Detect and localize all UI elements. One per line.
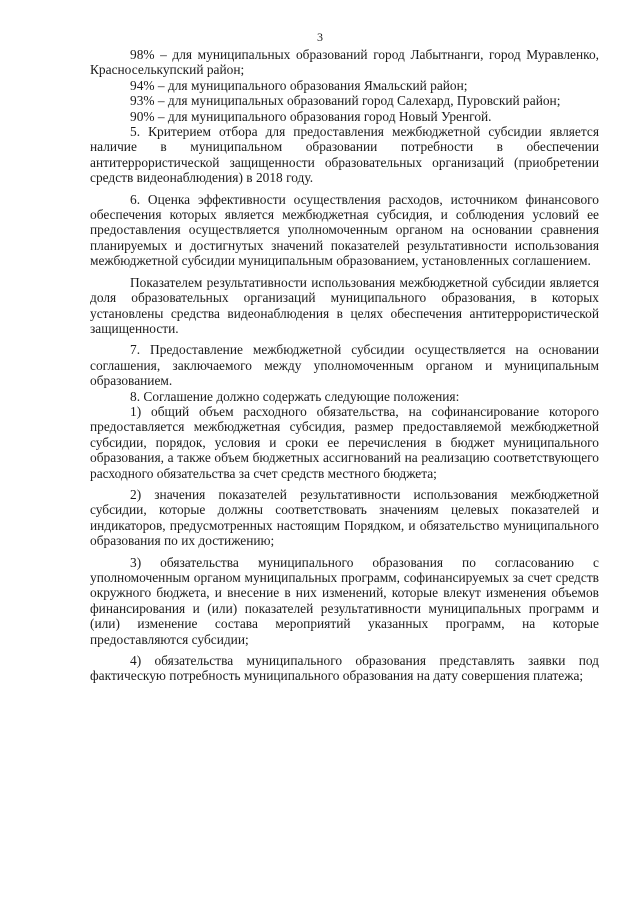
paragraph-indicator: Показателем результативности использования межбюджетной субсидии является доля образовательных организаций муниципального образования, в которых установлены средства видеонаблюдения в целях обеспечения антитеррористической защищенности. [90,274,599,336]
paragraph-subitem-2: 2) значения показателей результативности использования межбюджетной субсидии, которые должны соответствовать значениям целевых показателей и индикаторов, предусмотренных настоящим Порядком, и обязательство муниципального образования по их достижению; [90,486,599,549]
paragraph-94-percent: 94% – для муниципального образования Ямальский район; [130,77,468,93]
paragraph-subitem-3: 3) обязательства муниципального образования по согласованию с уполномоченным органом муниципальных программ, софинансируемых за счет средств окружного бюджета, и внесение в них изменений, которые влекут изменения объемов финансирования и (или) показателей результативности муниципальных программ и (или) изменение состава мероприятий указанных программ, на которые предоставляются субсидии; [90,554,599,647]
page-number: 3 [317,30,323,44]
paragraph-subitem-4: 4) обязательства муниципального образования представлять заявки под фактическую потребность муниципального образования на дату совершения платежа; [90,653,599,684]
paragraph-98-percent: 98% – для муниципальных образований город Лабытнанги, город Муравленко, Красноселькупский район; [90,47,599,78]
paragraph-item-8: 8. Соглашение должно содержать следующие положения: [130,388,460,404]
paragraph-93-percent: 93% – для муниципальных образований город Салехард, Пуровский район; [130,93,561,109]
paragraph-item-6: 6. Оценка эффективности осуществления расходов, источником финансового обеспечения которых является межбюджетная субсидия, и соблюдения условий ее предоставления осуществляется уполномоченным органом на основании сравнения планируемых и достигнутых значений показателей результативности использования межбюджетной субсидии муниципальным образованием, установленных соглашением. [90,191,599,269]
paragraph-item-5: 5. Критерием отбора для предоставления межбюджетной субсидии является наличие в муниципальном образовании потребности в обеспечении антитеррористической защищенности образовательных организаций (приобретении средств видеонаблюдения) в 2018 году. [90,124,599,186]
paragraph-subitem-1: 1) общий объем расходного обязательства, на софинансирование которого предоставляется межбюджетная субсидия, размер предоставляемой межбюджетной субсидии, порядок, условия и сроки ее перечисления в бюджет муниципального образования, а также объем бюджетных ассигнований на реализацию соответствующего расходного обязательства за счет средств местного бюджета; [90,403,599,481]
paragraph-90-percent: 90% – для муниципального образования город Новый Уренгой. [130,108,492,124]
document-body [90,47,599,684]
paragraph-item-7: 7. Предоставление межбюджетной субсидии осуществляется на основании соглашения, заключаемого между уполномоченным органом и муниципальным образованием. [90,342,599,389]
